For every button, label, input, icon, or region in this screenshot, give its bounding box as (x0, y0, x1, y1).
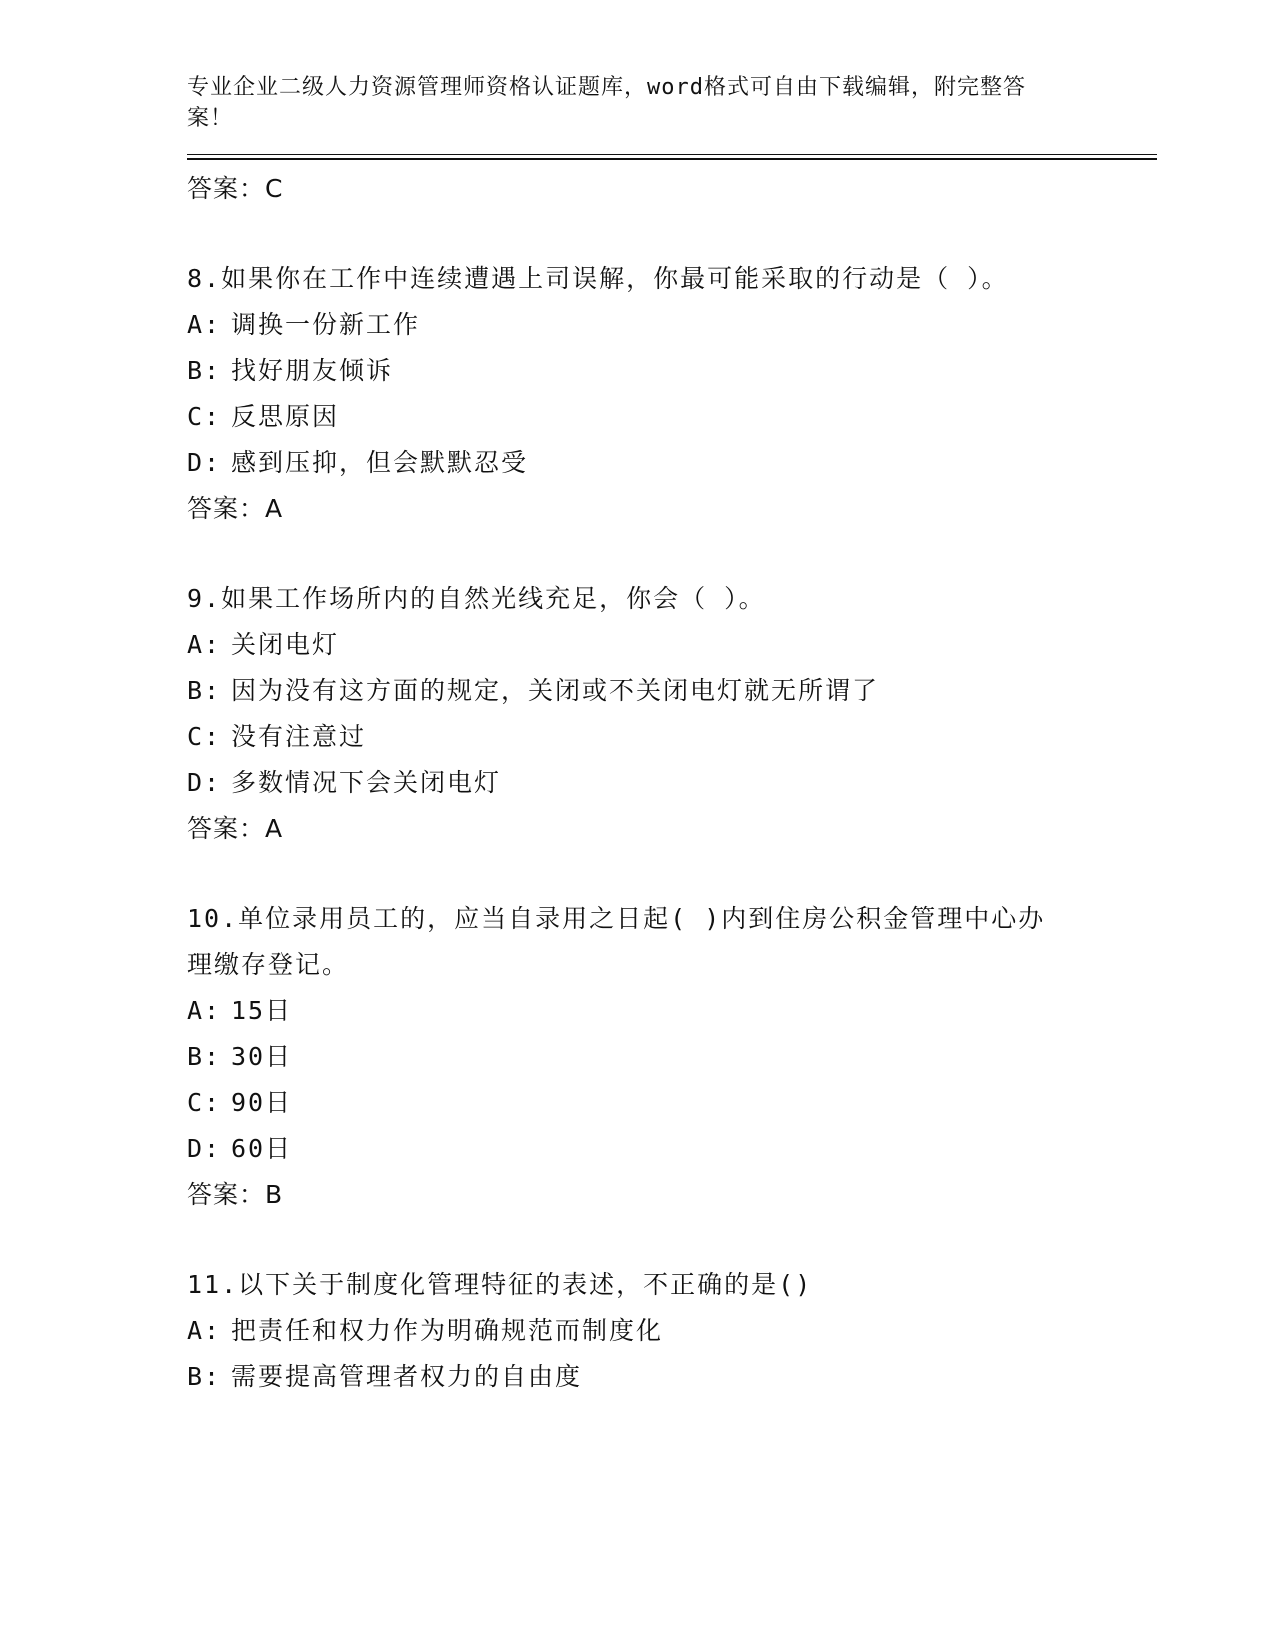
previous-answer: 答案：C (187, 174, 284, 203)
answer-label: 答案：A (187, 814, 284, 843)
option-text: 多数情况下会关闭电灯 (231, 768, 502, 797)
option-text: 15日 (231, 996, 293, 1025)
question-stem: 11.以下关于制度化管理特征的表述，不正确的是() (187, 1270, 813, 1299)
option-key: C: (187, 1088, 222, 1117)
option-text: 没有注意过 (231, 722, 367, 751)
option-key: B: (187, 356, 222, 385)
question-10 (187, 896, 1157, 1218)
option-key: C: (187, 402, 222, 431)
option-key: B: (187, 1042, 222, 1071)
option-key: B: (187, 676, 222, 705)
question-stem: 8.如果你在工作中连续遭遇上司误解，你最可能采取的行动是（ ）。 (187, 264, 1009, 293)
option-a (187, 622, 1157, 668)
option-d (187, 440, 1157, 486)
option-a (187, 1308, 1157, 1354)
option-key: B: (187, 1362, 222, 1391)
option-key: D: (187, 448, 222, 477)
option-key: D: (187, 768, 222, 797)
option-b (187, 1034, 1157, 1080)
option-text: 60日 (231, 1134, 293, 1163)
option-text: 需要提高管理者权力的自由度 (231, 1362, 583, 1391)
option-b (187, 348, 1157, 394)
question-11 (187, 1262, 1157, 1400)
option-key: A: (187, 630, 222, 659)
option-text: 关闭电灯 (231, 630, 340, 659)
option-key: A: (187, 1316, 222, 1345)
option-text: 调换一份新工作 (231, 310, 421, 339)
answer-label: 答案：A (187, 494, 284, 523)
option-text: 30日 (231, 1042, 293, 1071)
header-divider (187, 154, 1157, 160)
option-a (187, 988, 1157, 1034)
option-d (187, 1126, 1157, 1172)
question-stem: 9.如果工作场所内的自然光线充足，你会（ ）。 (187, 584, 766, 613)
option-key: A: (187, 310, 222, 339)
option-text: 找好朋友倾诉 (231, 356, 394, 385)
option-text: 因为没有这方面的规定，关闭或不关闭电灯就无所谓了 (231, 676, 880, 705)
question-8 (187, 256, 1157, 532)
option-text: 反思原因 (231, 402, 340, 431)
option-key: A: (187, 996, 222, 1025)
option-c (187, 714, 1157, 760)
option-key: C: (187, 722, 222, 751)
document-page (187, 72, 1157, 1400)
option-b (187, 668, 1157, 714)
question-stem: 10.单位录用员工的，应当自录用之日起( )内到住房公积金管理中心办理缴存登记。 (187, 904, 1046, 979)
option-c (187, 394, 1157, 440)
option-key: D: (187, 1134, 222, 1163)
option-b (187, 1354, 1157, 1400)
option-text: 把责任和权力作为明确规范而制度化 (231, 1316, 664, 1345)
question-9 (187, 576, 1157, 852)
option-c (187, 1080, 1157, 1126)
document-header: 专业企业二级人力资源管理师资格认证题库，word格式可自由下载编辑，附完整答案！ (187, 75, 1026, 131)
option-d (187, 760, 1157, 806)
option-a (187, 302, 1157, 348)
option-text: 感到压抑，但会默默忍受 (231, 448, 529, 477)
option-text: 90日 (231, 1088, 293, 1117)
answer-label: 答案：B (187, 1180, 284, 1209)
